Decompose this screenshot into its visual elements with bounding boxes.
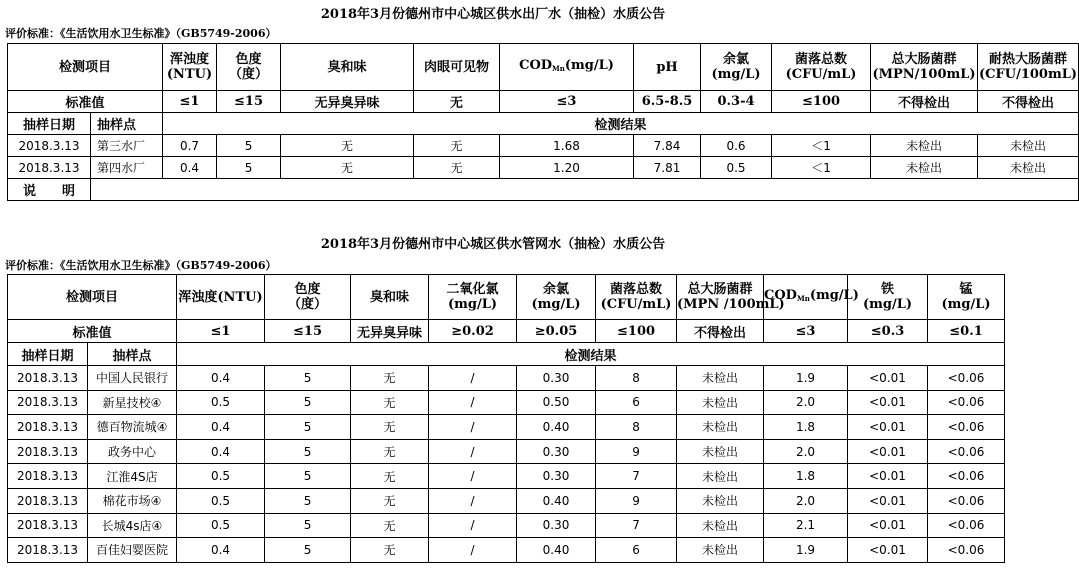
header-text: (MPN /100mL) xyxy=(677,297,785,312)
standard-cell: ≤15 xyxy=(265,320,351,343)
header-text: 余氯 xyxy=(543,282,570,297)
result-cell: 5 xyxy=(265,488,351,513)
header-text: (CFU/mL) xyxy=(785,67,857,82)
result-cell: 0.40 xyxy=(517,488,596,513)
result-cell: / xyxy=(429,513,517,538)
result-cell: 2.0 xyxy=(764,488,848,513)
result-cell: 6 xyxy=(596,538,677,563)
header-text: 色度 xyxy=(235,52,262,67)
note-row xyxy=(8,179,1079,201)
sample-date-cell: 2018.3.13 xyxy=(8,439,88,464)
header-cell xyxy=(701,44,772,91)
result-cell: 无 xyxy=(281,135,414,157)
result-cell: / xyxy=(429,488,517,513)
result-cell: 1.9 xyxy=(764,538,848,563)
header-text: (CFU/100mL) xyxy=(979,67,1078,82)
result-cell: 0.7 xyxy=(163,135,217,157)
result-cell: 6 xyxy=(596,390,677,415)
result-cell: <0.01 xyxy=(848,464,928,489)
header-cell xyxy=(848,275,928,320)
result-cell: 5 xyxy=(265,464,351,489)
header-cell xyxy=(772,44,871,91)
result-cell: 未检出 xyxy=(871,157,978,179)
standard-row xyxy=(8,91,1079,113)
result-cell: 0.30 xyxy=(517,439,596,464)
result-cell: 5 xyxy=(265,415,351,440)
result-cell: 0.4 xyxy=(163,157,217,179)
table-row xyxy=(8,135,1079,157)
result-cell: / xyxy=(429,538,517,563)
result-cell: 未检出 xyxy=(978,135,1079,157)
result-cell: 0.30 xyxy=(517,464,596,489)
header-cell xyxy=(871,44,978,91)
header-text: (mg/L) xyxy=(809,288,859,303)
result-cell: 7 xyxy=(596,513,677,538)
result-cell: 无 xyxy=(281,157,414,179)
header-text: Mn xyxy=(552,64,565,73)
standard-cell: ≤1 xyxy=(177,320,265,343)
result-cell: <0.01 xyxy=(848,513,928,538)
result-cell: ＜1 xyxy=(772,157,871,179)
result-cell: 2.1 xyxy=(764,513,848,538)
sample-date-header: 抽样日期 xyxy=(8,343,88,366)
sub-header-row xyxy=(8,343,1005,366)
result-cell: <0.06 xyxy=(928,513,1005,538)
sample-site-cell: 江淮4S店 xyxy=(88,464,177,489)
header-text: (mg/L) xyxy=(564,58,614,73)
result-cell: <0.06 xyxy=(928,415,1005,440)
result-cell: 无 xyxy=(351,366,429,391)
standard-cell: ≤3 xyxy=(764,320,848,343)
standard-cell: ≤100 xyxy=(772,91,871,113)
result-cell: 0.4 xyxy=(177,538,265,563)
table-row xyxy=(8,488,1005,513)
note-content xyxy=(91,179,1079,201)
header-cell xyxy=(217,44,281,91)
sample-date-header: 抽样日期 xyxy=(8,113,91,135)
result-cell: 无 xyxy=(414,135,500,157)
sample-date-cell: 2018.3.13 xyxy=(8,415,88,440)
factory-water-title: 2018年3月份德州市中心城区供水出厂水（抽检）水质公告 xyxy=(320,7,666,22)
result-cell: 2.0 xyxy=(764,439,848,464)
result-cell: 0.4 xyxy=(177,366,265,391)
result-cell: 未检出 xyxy=(677,538,764,563)
header-row xyxy=(8,275,1005,320)
header-text: (MPN/100mL) xyxy=(872,67,976,82)
result-cell: 无 xyxy=(351,513,429,538)
sample-site-header: 抽样点 xyxy=(91,113,163,135)
header-text: 二氧化氯 xyxy=(446,282,499,297)
sample-date-cell: 2018.3.13 xyxy=(8,488,88,513)
header-cell: 检测项目 xyxy=(8,275,177,320)
note-label: 说 明 xyxy=(8,179,91,201)
table-row xyxy=(8,415,1005,440)
result-cell: <0.06 xyxy=(928,538,1005,563)
sub-header-row xyxy=(8,113,1079,135)
header-cell xyxy=(265,275,351,320)
result-cell: 1.8 xyxy=(764,415,848,440)
result-cell: 0.5 xyxy=(177,464,265,489)
header-text: COD xyxy=(764,288,797,303)
standard-cell: 不得检出 xyxy=(871,91,978,113)
network-water-standard: 评价标准：《生活饮用水卫生标准》（GB5749-2006） xyxy=(5,259,277,272)
sample-date-cell: 2018.3.13 xyxy=(8,538,88,563)
sample-site-header: 抽样点 xyxy=(88,343,177,366)
header-cell: pH xyxy=(634,44,701,91)
standard-cell: ≤15 xyxy=(217,91,281,113)
result-cell: <0.01 xyxy=(848,390,928,415)
result-cell: <0.06 xyxy=(928,464,1005,489)
result-cell: 7.84 xyxy=(634,135,701,157)
result-cell: 无 xyxy=(351,538,429,563)
header-text: (mg/L) xyxy=(531,297,581,312)
result-cell: 7 xyxy=(596,464,677,489)
result-cell: 5 xyxy=(217,135,281,157)
sample-date-cell: 2018.3.13 xyxy=(8,366,88,391)
result-cell: 未检出 xyxy=(677,439,764,464)
result-cell: / xyxy=(429,439,517,464)
standard-cell: ≤1 xyxy=(163,91,217,113)
result-cell: 未检出 xyxy=(677,488,764,513)
standard-cell: ≤0.3 xyxy=(848,320,928,343)
result-cell: 0.5 xyxy=(177,488,265,513)
network-water-table xyxy=(7,274,1005,563)
standard-cell: ≤0.1 xyxy=(928,320,1005,343)
result-cell: 8 xyxy=(596,366,677,391)
result-cell: 0.5 xyxy=(701,157,772,179)
header-cell: 检测项目 xyxy=(8,44,163,91)
header-text: Mn xyxy=(796,294,810,303)
result-cell: 无 xyxy=(351,464,429,489)
sample-date-cell: 2018.3.13 xyxy=(8,513,88,538)
result-cell: 2.0 xyxy=(764,390,848,415)
result-cell: <0.01 xyxy=(848,439,928,464)
result-cell: 0.50 xyxy=(517,390,596,415)
result-cell: 0.40 xyxy=(517,538,596,563)
result-cell: 1.8 xyxy=(764,464,848,489)
result-cell: 0.5 xyxy=(177,513,265,538)
factory-water-table xyxy=(7,43,1079,201)
sample-date-cell: 2018.3.13 xyxy=(8,135,91,157)
header-cell xyxy=(500,44,634,91)
header-text: 菌落总数 xyxy=(795,52,848,67)
header-text: 浑浊度 xyxy=(170,52,210,67)
header-text: （度） xyxy=(288,297,328,312)
header-cell xyxy=(163,44,217,91)
sample-date-cell: 2018.3.13 xyxy=(8,390,88,415)
standard-row xyxy=(8,320,1005,343)
sample-site-cell: 百佳妇婴医院 xyxy=(88,538,177,563)
header-cell xyxy=(928,275,1005,320)
result-cell: 无 xyxy=(414,157,500,179)
result-cell: 未检出 xyxy=(871,135,978,157)
result-cell: <0.06 xyxy=(928,439,1005,464)
results-header: 检测结果 xyxy=(177,343,1005,366)
result-cell: 0.30 xyxy=(517,513,596,538)
result-cell: 无 xyxy=(351,390,429,415)
factory-water-standard: 评价标准：《生活饮用水卫生标准》（GB5749-2006） xyxy=(5,27,277,40)
header-text: 锰 xyxy=(959,282,973,297)
table-row xyxy=(8,538,1005,563)
result-cell: 无 xyxy=(351,488,429,513)
header-text: 色度 xyxy=(294,282,321,297)
table-row xyxy=(8,366,1005,391)
sample-site-cell: 第四水厂 xyxy=(91,157,163,179)
standard-cell: 不得检出 xyxy=(677,320,764,343)
result-cell: / xyxy=(429,464,517,489)
result-cell: / xyxy=(429,415,517,440)
header-cell: 浑浊度(NTU) xyxy=(177,275,265,320)
result-cell: 5 xyxy=(265,366,351,391)
header-text: 铁 xyxy=(881,282,895,297)
result-cell: 5 xyxy=(265,390,351,415)
result-cell: / xyxy=(429,390,517,415)
standard-cell: 0.3-4 xyxy=(701,91,772,113)
result-cell: 未检出 xyxy=(677,390,764,415)
sample-site-cell: 长城4s店④ xyxy=(88,513,177,538)
result-cell: 未检出 xyxy=(677,415,764,440)
standard-cell: 无 xyxy=(414,91,500,113)
header-text: 菌落总数 xyxy=(610,282,663,297)
result-cell: ＜1 xyxy=(772,135,871,157)
header-text: 总大肠菌群 xyxy=(687,282,753,297)
table-row xyxy=(8,157,1079,179)
header-text: COD xyxy=(519,58,553,73)
header-text: 余氯 xyxy=(723,52,750,67)
sample-site-cell: 新星技校④ xyxy=(88,390,177,415)
result-cell: 8 xyxy=(596,415,677,440)
standard-cell: 无异臭异味 xyxy=(281,91,414,113)
result-cell: 0.40 xyxy=(517,415,596,440)
table-row xyxy=(8,513,1005,538)
result-cell: 未检出 xyxy=(978,157,1079,179)
header-cell xyxy=(429,275,517,320)
header-text: (mg/L) xyxy=(447,297,498,312)
sample-site-cell: 第三水厂 xyxy=(91,135,163,157)
standard-cell: 无异臭异味 xyxy=(351,320,429,343)
table-row xyxy=(8,439,1005,464)
header-text: 耐热大肠菌群 xyxy=(989,52,1068,67)
standard-cell: ≥0.05 xyxy=(517,320,596,343)
sample-site-cell: 棉花市场④ xyxy=(88,488,177,513)
result-cell: <0.01 xyxy=(848,488,928,513)
result-cell: 7.81 xyxy=(634,157,701,179)
standard-cell: 不得检出 xyxy=(978,91,1079,113)
header-text: (CFU/mL) xyxy=(600,297,672,312)
standard-cell: 6.5-8.5 xyxy=(634,91,701,113)
sample-date-cell: 2018.3.13 xyxy=(8,157,91,179)
header-cell: 肉眼可见物 xyxy=(414,44,500,91)
result-cell: 1.20 xyxy=(500,157,634,179)
result-cell: <0.06 xyxy=(928,366,1005,391)
result-cell: 5 xyxy=(265,439,351,464)
result-cell: 0.5 xyxy=(177,390,265,415)
result-cell: 9 xyxy=(596,439,677,464)
header-text: (mg/L) xyxy=(711,67,761,82)
standard-cell: ≤3 xyxy=(500,91,634,113)
table-row xyxy=(8,464,1005,489)
network-water-title: 2018年3月份德州市中心城区供水管网水（抽检）水质公告 xyxy=(320,237,666,252)
header-text: (mg/L) xyxy=(941,297,991,312)
sample-site-cell: 德百物流城④ xyxy=(88,415,177,440)
standard-cell: ≤100 xyxy=(596,320,677,343)
result-cell: 1.68 xyxy=(500,135,634,157)
sample-date-cell: 2018.3.13 xyxy=(8,464,88,489)
header-text: (NTU) xyxy=(166,67,213,82)
header-cell xyxy=(978,44,1079,91)
result-cell: 未检出 xyxy=(677,366,764,391)
result-cell: / xyxy=(429,366,517,391)
result-cell: 无 xyxy=(351,439,429,464)
result-cell: 1.9 xyxy=(764,366,848,391)
result-cell: 0.6 xyxy=(701,135,772,157)
header-text: (mg/L) xyxy=(862,297,913,312)
result-cell: 5 xyxy=(217,157,281,179)
result-cell: 0.30 xyxy=(517,366,596,391)
header-cell: 臭和味 xyxy=(281,44,414,91)
standard-cell: 标准值 xyxy=(8,91,163,113)
result-cell: <0.01 xyxy=(848,538,928,563)
result-cell: <0.06 xyxy=(928,390,1005,415)
header-text: 总大肠菌群 xyxy=(891,52,957,67)
header-text: （度） xyxy=(229,67,269,82)
result-cell: 未检出 xyxy=(677,513,764,538)
result-cell: 5 xyxy=(265,538,351,563)
header-cell: 臭和味 xyxy=(351,275,429,320)
result-cell: 0.4 xyxy=(177,439,265,464)
header-cell xyxy=(517,275,596,320)
results-header: 检测结果 xyxy=(163,113,1079,135)
header-cell xyxy=(764,275,859,320)
result-cell: 未检出 xyxy=(677,464,764,489)
sample-site-cell: 政务中心 xyxy=(88,439,177,464)
result-cell: <0.06 xyxy=(928,488,1005,513)
result-cell: 9 xyxy=(596,488,677,513)
result-cell: 5 xyxy=(265,513,351,538)
standard-cell: ≥0.02 xyxy=(429,320,517,343)
result-cell: 0.4 xyxy=(177,415,265,440)
result-cell: <0.01 xyxy=(848,415,928,440)
standard-cell: 标准值 xyxy=(8,320,177,343)
sample-site-cell: 中国人民银行 xyxy=(88,366,177,391)
result-cell: 无 xyxy=(351,415,429,440)
table-row xyxy=(8,390,1005,415)
header-row xyxy=(8,44,1079,91)
result-cell: <0.01 xyxy=(848,366,928,391)
header-cell xyxy=(596,275,677,320)
